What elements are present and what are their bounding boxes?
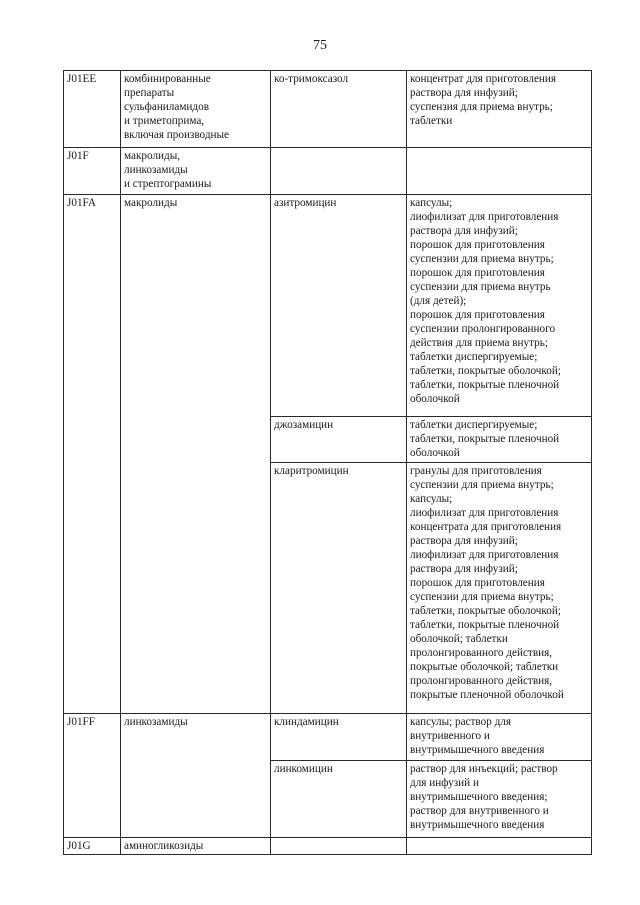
dosage-forms-cell: таблетки диспергируемые; таблетки, покрытые пленочной оболочкой	[407, 417, 592, 463]
table-row	[64, 714, 592, 761]
drug-name-cell	[271, 148, 407, 195]
pharmacological-group-cell: комбинированные препараты сульфаниламидов и триметоприма, включая производные	[121, 71, 271, 148]
drug-name-cell: линкомицин	[271, 761, 407, 838]
pharmacological-group-cell: макролиды	[121, 195, 271, 714]
atc-code-cell: J01FF	[64, 714, 121, 838]
dosage-forms-cell: капсулы; раствор для внутривенного и внутримышечного введения	[407, 714, 592, 761]
table-row	[64, 838, 592, 855]
dosage-forms-cell	[407, 148, 592, 195]
pharmacological-group-cell: аминогликозиды	[121, 838, 271, 855]
dosage-forms-cell: гранулы для приготовления суспензии для приема внутрь; капсулы; лиофилизат для приготовления концентрата для приготовления раствора для инфузий; лиофилизат для приготовления раствора для инфузий; порошок для приготовления суспензии для приема внутрь; таблетки, покрытые оболочкой; таблетки, покрытые пленочной оболочкой; таблетки пролонгированного действия, покрытые оболочкой; таблетки пролонгированного действия, покрытые пленочной оболочкой	[407, 463, 592, 714]
drug-name-cell: азитромицин	[271, 195, 407, 417]
drug-name-cell: клиндамицин	[271, 714, 407, 761]
atc-code-cell: J01F	[64, 148, 121, 195]
dosage-forms-cell: капсулы; лиофилизат для приготовления раствора для инфузий; порошок для приготовления суспензии для приема внутрь; порошок для приготовления суспензии для приема внутрь (для детей); порошок для приготовления суспензии пролонгированного действия для приема внутрь; таблетки диспергируемые; таблетки, покрытые оболочкой; таблетки, покрытые пленочной оболочкой	[407, 195, 592, 417]
table-row	[64, 148, 592, 195]
dosage-forms-cell: раствор для инъекций; раствор для инфузий и внутримышечного введения; раствор для внутривенного и внутримышечного введения	[407, 761, 592, 838]
pharmacological-group-cell: линкозамиды	[121, 714, 271, 838]
pharmacological-group-cell: макролиды, линкозамиды и стрептограмины	[121, 148, 271, 195]
atc-code-cell: J01FA	[64, 195, 121, 714]
drug-classification-table	[63, 70, 592, 855]
atc-code-cell: J01G	[64, 838, 121, 855]
dosage-forms-cell: концентрат для приготовления раствора для инфузий; суспензия для приема внутрь; таблетки	[407, 71, 592, 148]
dosage-forms-cell	[407, 838, 592, 855]
table-row	[64, 195, 592, 417]
drug-name-cell: кларитромицин	[271, 463, 407, 714]
atc-code-cell: J01EE	[64, 71, 121, 148]
drug-name-cell: джозамицин	[271, 417, 407, 463]
drug-name-cell: ко-тримоксазол	[271, 71, 407, 148]
page-number: 75	[313, 38, 327, 53]
table-row	[64, 71, 592, 148]
drug-name-cell	[271, 838, 407, 855]
